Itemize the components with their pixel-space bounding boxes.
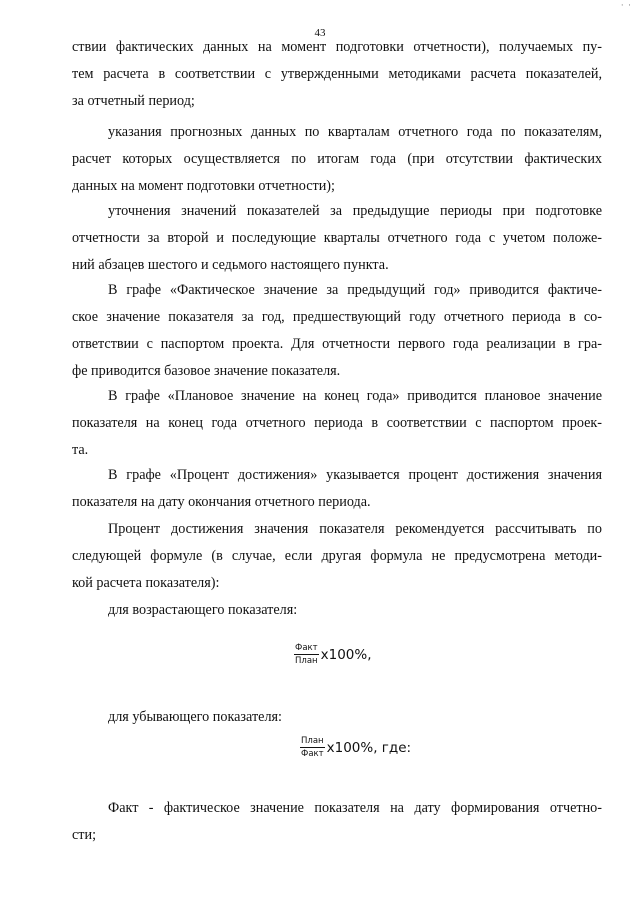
body-line: В графе «Фактическое значение за предыдущий год» приводится фактиче- [108, 282, 602, 298]
body-line: Факт - фактическое значение показателя на дату формирования отчетно- [108, 800, 602, 816]
body-line: расчет которых осуществляется по итогам года (при отсутствии фактических [72, 151, 602, 167]
body-line: та. [72, 442, 89, 458]
body-line: ответствии с паспортом проекта. Для отчетности первого года реализации в гра- [72, 336, 602, 352]
formula-multiplier: x100%, где: [326, 739, 412, 756]
formula-numerator: Факт [295, 643, 318, 653]
body-line: ствии фактических данных на момент подготовки отчетности), получаемых пу- [72, 39, 602, 55]
body-line: В графе «Процент достижения» указывается процент достижения значения [108, 467, 602, 483]
body-line: фе приводится базовое значение показателя. [72, 363, 341, 379]
body-line: данных на момент подготовки отчетности); [72, 178, 335, 194]
body-line: показателя на дату окончания отчетного периода. [72, 494, 371, 510]
formula-denominator: План [295, 656, 318, 666]
body-line: ское значение показателя за год, предшествующий году отчетного периода в со- [72, 309, 602, 325]
body-line: следующей формуле (в случае, если другая формула не предусмотрена методи- [72, 548, 602, 564]
body-line: для убывающего показателя: [108, 709, 283, 725]
formula-decreasing [300, 736, 411, 759]
body-line: для возрастающего показателя: [108, 602, 298, 618]
body-line: сти; [72, 827, 97, 843]
formula-increasing [294, 643, 372, 666]
body-line: уточнения значений показателей за предыдущие периоды при подготовке [108, 203, 602, 219]
body-line: за отчетный период; [72, 93, 195, 109]
body-line: тем расчета в соответствии с утвержденными методиками расчета показателей, [72, 66, 602, 82]
formula-multiplier: x100%, [320, 646, 372, 663]
page-number: 43 [314, 27, 326, 39]
body-line: ний абзацев шестого и седьмого настоящего пункта. [72, 257, 389, 273]
formula-fraction [300, 736, 325, 759]
body-line: кой расчета показателя): [72, 575, 220, 591]
body-line: отчетности за второй и последующие кварталы отчетного года с учетом положе- [72, 230, 602, 246]
corner-mark: · · [620, 0, 632, 10]
body-line: указания прогнозных данных по кварталам отчетного года по показателям, [108, 124, 602, 140]
formula-fraction [294, 643, 319, 666]
body-line: Процент достижения значения показателя рекомендуется рассчитывать по [108, 521, 602, 537]
body-line: показателя на конец года отчетного периода в соответствии с паспортом проек- [72, 415, 602, 431]
formula-denominator: Факт [301, 749, 324, 759]
body-line: В графе «Плановое значение на конец года» приводится плановое значение [108, 388, 602, 404]
formula-numerator: План [301, 736, 324, 746]
